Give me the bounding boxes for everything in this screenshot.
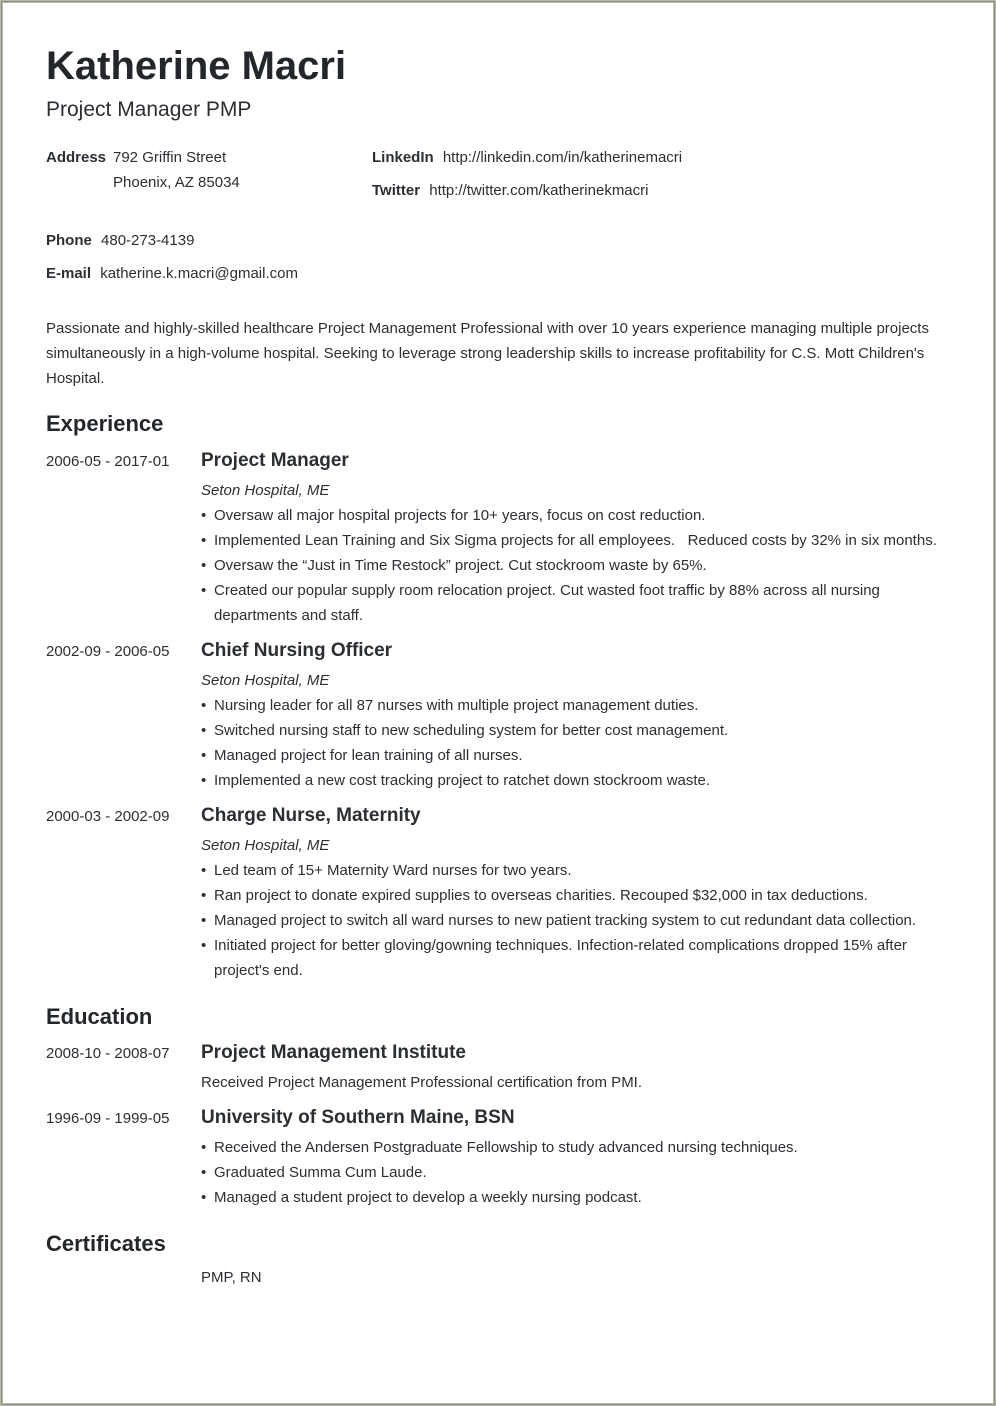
job-dates: 2000-03 - 2002-09 bbox=[46, 808, 170, 825]
list-item: • Led team of 15+ Maternity Ward nurses for two years. bbox=[201, 858, 946, 883]
list-item: • Oversaw all major hospital projects for 10+ years, focus on cost reduction. bbox=[201, 503, 946, 528]
job-title: Charge Nurse, Maternity bbox=[201, 805, 421, 826]
candidate-name: Katherine Macri bbox=[46, 44, 347, 88]
list-item: • Implemented Lean Training and Six Sigma projects for all employees. Reduced costs by 32% in six months. bbox=[201, 528, 946, 553]
job-dates: 2006-05 - 2017-01 bbox=[46, 453, 170, 470]
education-title: University of Southern Maine, BSN bbox=[201, 1107, 515, 1128]
linkedin-row bbox=[372, 148, 682, 168]
email-label: E-mail bbox=[46, 265, 92, 282]
education-dates: 2008-10 - 2008-07 bbox=[46, 1045, 170, 1062]
certificates-list: PMP, RN bbox=[201, 1269, 262, 1286]
job-dates: 2002-09 - 2006-05 bbox=[46, 643, 170, 660]
job-organization: Seton Hospital, ME bbox=[201, 837, 330, 854]
education-dates: 1996-09 - 1999-05 bbox=[46, 1110, 170, 1127]
list-item: • Implemented a new cost tracking project to ratchet down stockroom waste. bbox=[201, 768, 946, 793]
phone-row bbox=[46, 231, 194, 251]
education-title: Project Management Institute bbox=[201, 1042, 466, 1063]
candidate-title: Project Manager PMP bbox=[46, 98, 252, 121]
linkedin-label: LinkedIn bbox=[372, 149, 434, 166]
education-bullets bbox=[201, 1135, 946, 1210]
list-item: • Nursing leader for all 87 nurses with multiple project management duties. bbox=[201, 693, 946, 718]
email-row bbox=[46, 264, 298, 284]
list-item: • Initiated project for better gloving/gowning techniques. Infection-related complications dropped 15% after project's end. bbox=[201, 933, 924, 983]
job-organization: Seton Hospital, ME bbox=[201, 672, 330, 689]
list-item: • Graduated Summa Cum Laude. bbox=[201, 1160, 946, 1185]
phone-value: 480-273-4139 bbox=[101, 232, 195, 249]
education-description: Received Project Management Professional certification from PMI. bbox=[201, 1074, 643, 1091]
list-item: • Managed project for lean training of all nurses. bbox=[201, 743, 946, 768]
list-item: • Created our popular supply room relocation project. Cut wasted foot traffic by 88% across all nursing departments and staff. bbox=[201, 578, 894, 628]
job-title: Chief Nursing Officer bbox=[201, 640, 393, 661]
certificates-heading: Certificates bbox=[46, 1231, 166, 1256]
address-line1: 792 Griffin Street bbox=[113, 149, 227, 166]
address-line2: Phoenix, AZ 85034 bbox=[113, 174, 240, 191]
job-bullets bbox=[201, 858, 946, 983]
address-label: Address bbox=[46, 149, 107, 166]
twitter-row bbox=[372, 181, 648, 201]
linkedin-link[interactable]: http://linkedin.com/in/katherinemacri bbox=[442, 149, 683, 166]
list-item: • Managed project to switch all ward nurses to new patient tracking system to cut redundant data collection. bbox=[201, 908, 946, 933]
job-organization: Seton Hospital, ME bbox=[201, 482, 330, 499]
phone-label: Phone bbox=[46, 232, 92, 249]
list-item: • Ran project to donate expired supplies to overseas charities. Recouped $32,000 in tax deductions. bbox=[201, 883, 946, 908]
list-item: • Managed a student project to develop a weekly nursing podcast. bbox=[201, 1185, 946, 1210]
list-item: • Received the Andersen Postgraduate Fellowship to study advanced nursing techniques. bbox=[201, 1135, 946, 1160]
twitter-label: Twitter bbox=[372, 182, 421, 199]
experience-heading: Experience bbox=[46, 411, 164, 436]
list-item: • Switched nursing staff to new scheduling system for better cost management. bbox=[201, 718, 946, 743]
profile-summary: Passionate and highly-skilled healthcare Project Management Professional with over 10 years experience managing multiple projects simultaneously in a high-volume hospital. Seeking to leverage strong leadership skills to increase profitability for C.S. Mott Children's Hospital. bbox=[46, 320, 929, 387]
job-title: Project Manager bbox=[201, 450, 349, 471]
job-bullets bbox=[201, 693, 946, 793]
list-item: • Oversaw the “Just in Time Restock” project. Cut stockroom waste by 65%. bbox=[201, 553, 946, 578]
address-row bbox=[46, 148, 106, 168]
email-link[interactable]: katherine.k.macri@gmail.com bbox=[100, 265, 298, 282]
job-bullets bbox=[201, 503, 946, 628]
twitter-link[interactable]: http://twitter.com/katherinekmacri bbox=[429, 182, 649, 199]
education-heading: Education bbox=[46, 1004, 153, 1029]
